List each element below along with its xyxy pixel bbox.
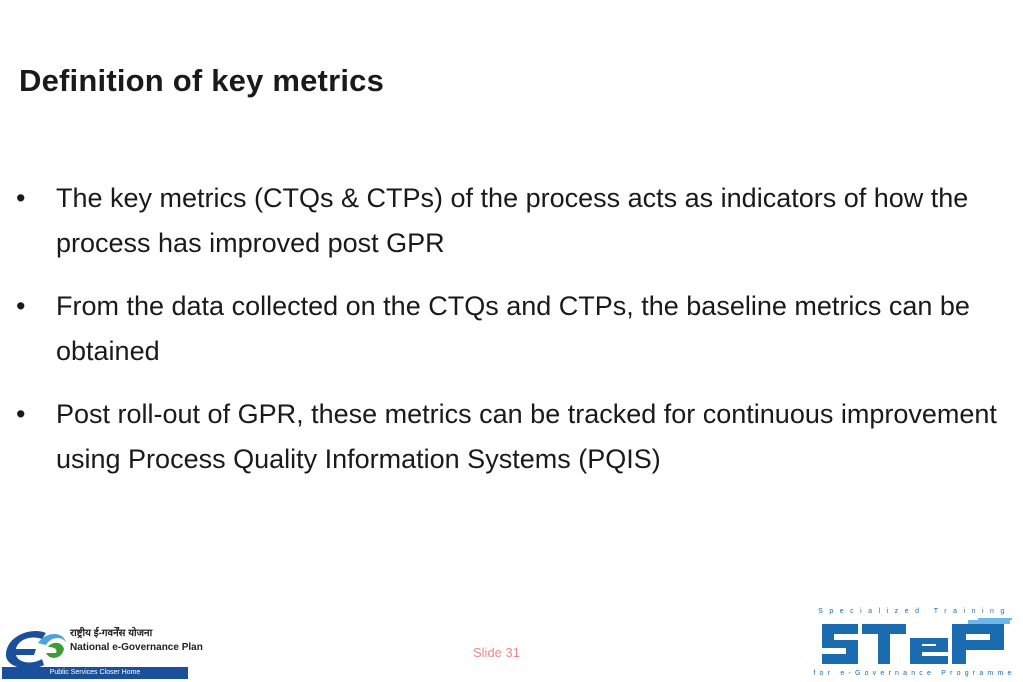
- bullet-item: [16, 284, 1006, 374]
- egov-logo: [2, 623, 203, 679]
- bullet-marker: •: [16, 183, 26, 213]
- bullet-text: The key metrics (CTQs & CTPs) of the process acts as indicators of how the process has improved post GPR: [56, 183, 969, 258]
- egov-english-text: National e-Governance Plan: [70, 642, 203, 653]
- egov-hindi-text: राष्ट्रीय ई-गवर्नेंस योजना: [70, 628, 153, 639]
- bullet-item: [16, 176, 1006, 266]
- step-wordmark-icon: [818, 618, 1012, 670]
- egov-tagline: Public Services Closer Home: [2, 667, 188, 679]
- step-top-text: Specialized Training: [818, 608, 1011, 615]
- step-logo: [812, 608, 1017, 680]
- slide-title: Definition of key metrics: [19, 63, 385, 98]
- egov-emblem-icon: [2, 623, 68, 667]
- step-bottom-text: for e-Governance Programme: [813, 670, 1016, 677]
- bullet-marker: •: [16, 291, 26, 321]
- bullet-text: From the data collected on the CTQs and CTPs, the baseline metrics can be obtained: [56, 291, 970, 366]
- bullet-text: Post roll-out of GPR, these metrics can be tracked for continuous improvement using Process Quality Information Systems (PQIS): [56, 399, 997, 474]
- bullet-marker: •: [16, 399, 26, 429]
- bullet-list: [16, 176, 1006, 500]
- bullet-item: [16, 392, 1006, 482]
- slide-number: Slide 31: [473, 645, 520, 660]
